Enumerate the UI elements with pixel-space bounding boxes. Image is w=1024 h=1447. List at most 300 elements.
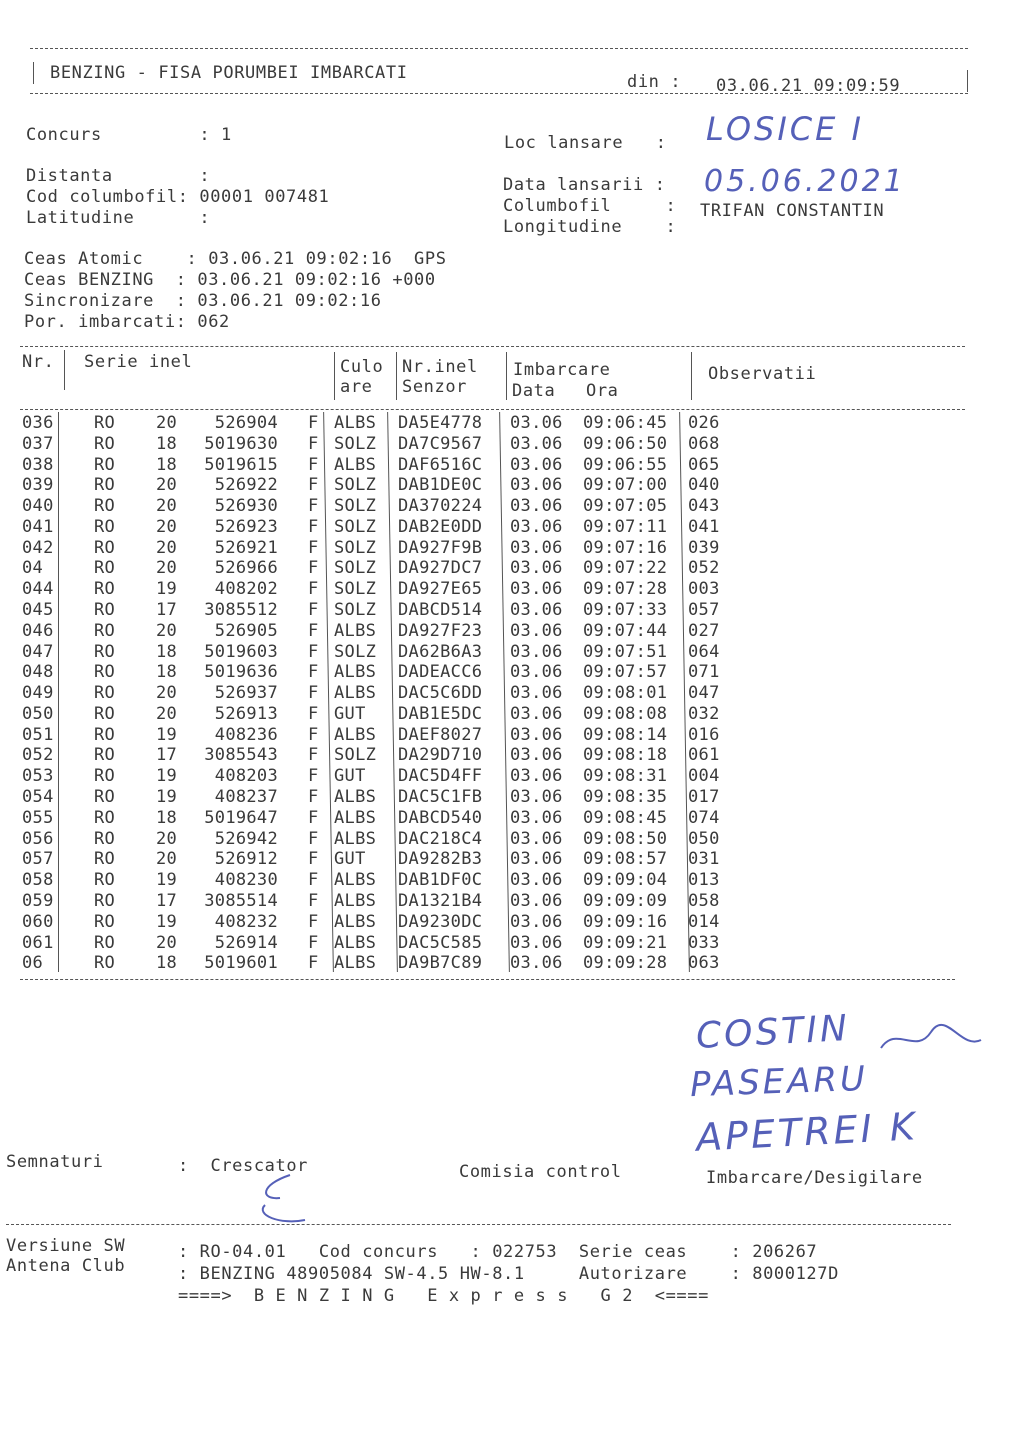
observation: 032 (688, 703, 720, 724)
table-row (20, 745, 740, 766)
footer-line-2: : BENZING 48905084 SW-4.5 HW-8.1 Autorizare : 8000127D (178, 1264, 839, 1284)
observation: 047 (688, 683, 720, 704)
row-number: 059 (22, 890, 54, 911)
boarding-date: 03.06 (510, 724, 563, 745)
ring-year: 18 (156, 433, 178, 454)
ceas-atomic-line: Ceas Atomic : 03.06.21 09:02:16 GPS (24, 249, 447, 269)
ring-number: 408202 (214, 579, 278, 600)
sex: F (308, 807, 319, 828)
header-separator-culoare (396, 352, 397, 400)
ring-number: 526914 (214, 932, 278, 953)
sensor-ring: DA927F9B (398, 537, 483, 558)
color-code: SOLZ (334, 600, 377, 621)
table-row (20, 766, 740, 787)
concurs-field: Concurs : 1 (26, 125, 232, 145)
country-code: RO (94, 641, 116, 662)
observation: 050 (688, 828, 720, 849)
row-number: 048 (22, 662, 54, 683)
boarding-time: 09:06:50 (583, 433, 668, 454)
ring-number: 5019615 (204, 454, 278, 475)
ring-number: 526921 (214, 537, 278, 558)
sensor-ring: DAB1DF0C (398, 870, 483, 891)
ring-number: 526923 (214, 516, 278, 537)
color-code: SOLZ (334, 475, 377, 496)
table-row (20, 704, 740, 725)
sincronizare-line: Sincronizare : 03.06.21 09:02:16 (24, 291, 382, 311)
sensor-ring: DAC5C1FB (398, 787, 483, 808)
longitudine-label: Longitudine : (503, 217, 677, 237)
boarding-time: 09:08:01 (583, 683, 668, 704)
country-code: RO (94, 454, 116, 475)
boarding-date: 03.06 (510, 433, 563, 454)
boarding-time: 09:08:18 (583, 745, 668, 766)
sensor-ring: DAC5C6DD (398, 683, 483, 704)
boarding-time: 09:07:22 (583, 558, 668, 579)
row-number: 042 (22, 537, 54, 558)
table-row (20, 787, 740, 808)
ring-number: 526942 (214, 828, 278, 849)
table-row (20, 413, 740, 434)
semnaturi-label: Semnaturi (6, 1152, 104, 1172)
country-code: RO (94, 724, 116, 745)
sensor-ring: DA62B6A3 (398, 641, 483, 662)
sex: F (308, 558, 319, 579)
row-number: 06 (22, 953, 44, 974)
color-code: ALBS (334, 683, 377, 704)
row-number: 038 (22, 454, 54, 475)
ring-number: 408230 (214, 870, 278, 891)
country-code: RO (94, 766, 116, 787)
country-code: RO (94, 662, 116, 683)
comisia-control-label: Comisia control (459, 1162, 622, 1182)
boarding-date: 03.06 (510, 475, 563, 496)
boarding-time: 09:07:28 (583, 579, 668, 600)
sex: F (308, 745, 319, 766)
boarding-time: 09:08:08 (583, 703, 668, 724)
observation: 031 (688, 849, 720, 870)
observation: 043 (688, 496, 720, 517)
observation: 016 (688, 724, 720, 745)
sensor-ring: DA9230DC (398, 911, 483, 932)
col-header-data: Data (512, 381, 556, 401)
boarding-time: 09:07:00 (583, 475, 668, 496)
country-code: RO (94, 620, 116, 641)
row-number: 061 (22, 932, 54, 953)
row-number: 045 (22, 600, 54, 621)
boarding-time: 09:07:44 (583, 620, 668, 641)
boarding-time: 09:09:28 (583, 953, 668, 974)
table-row (20, 891, 740, 912)
ring-year: 20 (156, 558, 178, 579)
ring-number: 526912 (214, 849, 278, 870)
color-code: ALBS (334, 953, 377, 974)
header-separator-nr (64, 350, 65, 390)
sex: F (308, 766, 319, 787)
col-header-culoare-1: Culo (340, 357, 384, 377)
boarding-time: 09:06:45 (583, 413, 668, 433)
observation: 041 (688, 516, 720, 537)
color-code: ALBS (334, 911, 377, 932)
header-separator-serie (334, 352, 335, 400)
country-code: RO (94, 413, 116, 433)
footer-border-top (6, 1224, 951, 1225)
observation: 013 (688, 870, 720, 891)
observation: 003 (688, 579, 720, 600)
sensor-ring: DAB1DE0C (398, 475, 483, 496)
ring-number: 526966 (214, 558, 278, 579)
row-number: 060 (22, 911, 54, 932)
footer-line-3: ====> B E N Z I N G E x p r e s s G 2 <==== (178, 1286, 709, 1306)
color-code: SOLZ (334, 537, 377, 558)
sensor-ring: DAEF8027 (398, 724, 483, 745)
sex: F (308, 932, 319, 953)
ring-year: 20 (156, 475, 178, 496)
ring-year: 19 (156, 766, 178, 787)
boarding-date: 03.06 (510, 516, 563, 537)
row-number: 056 (22, 828, 54, 849)
ring-year: 20 (156, 496, 178, 517)
sensor-ring: DAC218C4 (398, 828, 483, 849)
sensor-ring: DAB2E0DD (398, 516, 483, 537)
ring-number: 408236 (214, 724, 278, 745)
observation: 039 (688, 537, 720, 558)
handwritten-signature-2: PASEARU (689, 1058, 869, 1106)
latitudine-field: Latitudine : (26, 208, 211, 228)
table-row (20, 621, 740, 642)
ring-number: 3085512 (204, 600, 278, 621)
boarding-time: 09:09:09 (583, 890, 668, 911)
observation: 064 (688, 641, 720, 662)
sex: F (308, 433, 319, 454)
sensor-ring: DA370224 (398, 496, 483, 517)
col-header-serie: Serie inel (84, 352, 193, 372)
row-number: 044 (22, 579, 54, 600)
row-number: 037 (22, 433, 54, 454)
sex: F (308, 620, 319, 641)
color-code: SOLZ (334, 641, 377, 662)
boarding-time: 09:07:57 (583, 662, 668, 683)
observation: 061 (688, 745, 720, 766)
sex: F (308, 911, 319, 932)
boarding-date: 03.06 (510, 911, 563, 932)
boarding-date: 03.06 (510, 787, 563, 808)
boarding-time: 09:07:11 (583, 516, 668, 537)
handwritten-signature-3: APETREI K (695, 1104, 919, 1160)
ring-year: 20 (156, 828, 178, 849)
sex: F (308, 662, 319, 683)
ring-year: 18 (156, 953, 178, 974)
porumbei-imbarcati-line: Por. imbarcati: 062 (24, 312, 230, 332)
header-border-left (33, 62, 34, 84)
handwritten-signature-1: COSTIN (695, 1008, 851, 1057)
boarding-date: 03.06 (510, 807, 563, 828)
ceas-benzing-line: Ceas BENZING : 03.06.21 09:02:16 +000 (24, 270, 436, 290)
color-code: SOLZ (334, 558, 377, 579)
row-number: 047 (22, 641, 54, 662)
ring-year: 20 (156, 537, 178, 558)
color-code: GUT (334, 849, 366, 870)
sensor-ring: DA927F23 (398, 620, 483, 641)
sensor-ring: DAF6516C (398, 454, 483, 475)
ring-number: 5019630 (204, 433, 278, 454)
sex: F (308, 496, 319, 517)
ring-year: 18 (156, 454, 178, 475)
sex: F (308, 890, 319, 911)
col-header-culoare-2: are (340, 377, 373, 397)
country-code: RO (94, 745, 116, 766)
table-row (20, 870, 740, 891)
crescator-label: : Crescator (178, 1156, 309, 1176)
color-code: ALBS (334, 454, 377, 475)
sex: F (308, 454, 319, 475)
table-row (20, 953, 740, 974)
boarding-date: 03.06 (510, 537, 563, 558)
ring-number: 3085543 (204, 745, 278, 766)
boarding-date: 03.06 (510, 870, 563, 891)
row-number: 040 (22, 496, 54, 517)
observation: 057 (688, 600, 720, 621)
observation: 033 (688, 932, 720, 953)
sex: F (308, 516, 319, 537)
table-header-border-top (20, 346, 965, 347)
sensor-ring: DA927E65 (398, 579, 483, 600)
ring-number: 5019647 (204, 807, 278, 828)
country-code: RO (94, 496, 116, 517)
row-number: 036 (22, 413, 54, 433)
boarding-date: 03.06 (510, 745, 563, 766)
boarding-time: 09:09:16 (583, 911, 668, 932)
footer-line-1: : RO-04.01 Cod concurs : 022753 Serie ceas : 206267 (178, 1242, 818, 1262)
ring-year: 20 (156, 849, 178, 870)
boarding-date: 03.06 (510, 413, 563, 433)
boarding-time: 09:06:55 (583, 454, 668, 475)
sex: F (308, 953, 319, 974)
boarding-time: 09:08:14 (583, 724, 668, 745)
boarding-date: 03.06 (510, 454, 563, 475)
ring-year: 20 (156, 703, 178, 724)
boarding-date: 03.06 (510, 932, 563, 953)
observation: 071 (688, 662, 720, 683)
col-header-observatii: Observatii (708, 364, 817, 384)
boarding-date: 03.06 (510, 662, 563, 683)
ring-year: 18 (156, 641, 178, 662)
row-number: 039 (22, 475, 54, 496)
observation: 068 (688, 433, 720, 454)
sex: F (308, 724, 319, 745)
country-code: RO (94, 870, 116, 891)
boarding-date: 03.06 (510, 890, 563, 911)
sensor-ring: DA5E4778 (398, 413, 483, 433)
data-lansarii-handwritten: 05.06.2021 (704, 164, 906, 199)
ring-number: 526913 (214, 703, 278, 724)
data-lansarii-label: Data lansarii : (503, 175, 666, 195)
ring-year: 19 (156, 870, 178, 891)
sex: F (308, 849, 319, 870)
table-row (20, 475, 740, 496)
sensor-ring: DA29D710 (398, 745, 483, 766)
color-code: ALBS (334, 662, 377, 683)
ring-number: 526930 (214, 496, 278, 517)
columbofil-label: Columbofil : (503, 196, 677, 216)
boarding-date: 03.06 (510, 558, 563, 579)
color-code: ALBS (334, 870, 377, 891)
sex: F (308, 787, 319, 808)
sex: F (308, 413, 319, 433)
col-header-ora: Ora (586, 381, 619, 401)
table-row (20, 725, 740, 746)
observation: 058 (688, 890, 720, 911)
sensor-ring: DA927DC7 (398, 558, 483, 579)
columbofil-value: TRIFAN CONSTANTIN (700, 201, 885, 221)
row-number: 049 (22, 683, 54, 704)
country-code: RO (94, 537, 116, 558)
ring-year: 19 (156, 787, 178, 808)
distanta-field: Distanta : (26, 166, 211, 186)
sensor-ring: DAB1E5DC (398, 703, 483, 724)
boarding-date: 03.06 (510, 579, 563, 600)
boarding-time: 09:08:31 (583, 766, 668, 787)
ring-number: 5019603 (204, 641, 278, 662)
country-code: RO (94, 890, 116, 911)
color-code: GUT (334, 703, 366, 724)
boarding-time: 09:08:45 (583, 807, 668, 828)
observation: 027 (688, 620, 720, 641)
sensor-ring: DABCD540 (398, 807, 483, 828)
table-row (20, 642, 740, 663)
ring-year: 20 (156, 413, 178, 433)
sensor-ring: DA1321B4 (398, 890, 483, 911)
table-row (20, 933, 740, 954)
table-row (20, 517, 740, 538)
boarding-time: 09:08:57 (583, 849, 668, 870)
cod-columbofil-field: Cod columbofil: 00001 007481 (26, 187, 330, 207)
color-code: SOLZ (334, 433, 377, 454)
ring-number: 408237 (214, 787, 278, 808)
country-code: RO (94, 558, 116, 579)
country-code: RO (94, 703, 116, 724)
color-code: SOLZ (334, 496, 377, 517)
header-border-right (967, 70, 968, 92)
col-header-nr: Nr. (22, 352, 55, 372)
sensor-ring: DADEACC6 (398, 662, 483, 683)
color-code: ALBS (334, 828, 377, 849)
sensor-ring: DAC5C585 (398, 932, 483, 953)
observation: 040 (688, 475, 720, 496)
color-code: ALBS (334, 932, 377, 953)
table-row (20, 808, 740, 829)
table-row (20, 683, 740, 704)
table-border-bottom (20, 979, 955, 980)
table-row (20, 455, 740, 476)
ring-year: 20 (156, 932, 178, 953)
sensor-ring: DABCD514 (398, 600, 483, 621)
versiune-sw-label: Versiune SW (6, 1236, 126, 1256)
color-code: ALBS (334, 787, 377, 808)
ring-year: 18 (156, 662, 178, 683)
boarding-time: 09:07:16 (583, 537, 668, 558)
boarding-date: 03.06 (510, 828, 563, 849)
country-code: RO (94, 516, 116, 537)
sex: F (308, 828, 319, 849)
country-code: RO (94, 828, 116, 849)
country-code: RO (94, 600, 116, 621)
row-number: 058 (22, 870, 54, 891)
din-label: din : (627, 72, 682, 92)
country-code: RO (94, 932, 116, 953)
sensor-ring: DA7C9567 (398, 433, 483, 454)
boarding-time: 09:07:05 (583, 496, 668, 517)
row-number: 04 (22, 558, 44, 579)
ring-year: 17 (156, 890, 178, 911)
country-code: RO (94, 433, 116, 454)
sensor-ring: DAC5D4FF (398, 766, 483, 787)
table-row (20, 434, 740, 455)
color-code: ALBS (334, 890, 377, 911)
color-code: GUT (334, 766, 366, 787)
country-code: RO (94, 683, 116, 704)
boarding-time: 09:08:35 (583, 787, 668, 808)
ring-year: 20 (156, 683, 178, 704)
sex: F (308, 537, 319, 558)
boarding-date: 03.06 (510, 641, 563, 662)
boarding-time: 09:09:21 (583, 932, 668, 953)
boarding-date: 03.06 (510, 600, 563, 621)
boarding-date: 03.06 (510, 496, 563, 517)
observation: 052 (688, 558, 720, 579)
boarding-time: 09:07:51 (583, 641, 668, 662)
row-number: 052 (22, 745, 54, 766)
observation: 065 (688, 454, 720, 475)
ring-year: 18 (156, 807, 178, 828)
table-row (20, 558, 740, 579)
crescator-signature-scribble-icon (250, 1170, 330, 1230)
table-row (20, 829, 740, 850)
sex: F (308, 641, 319, 662)
ring-year: 20 (156, 516, 178, 537)
row-number: 041 (22, 516, 54, 537)
table-header-border-bottom (20, 409, 965, 410)
col-header-imbarcare: Imbarcare (513, 360, 611, 380)
sex: F (308, 600, 319, 621)
col-header-nrinel-2: Senzor (402, 377, 468, 397)
ring-number: 3085514 (204, 890, 278, 911)
header-border-top (30, 48, 968, 49)
observation: 014 (688, 911, 720, 932)
loc-lansare-handwritten: LOSICE I (706, 110, 864, 148)
row-number: 051 (22, 724, 54, 745)
ring-year: 19 (156, 911, 178, 932)
table-row (20, 496, 740, 517)
color-code: SOLZ (334, 579, 377, 600)
color-code: ALBS (334, 807, 377, 828)
country-code: RO (94, 475, 116, 496)
country-code: RO (94, 807, 116, 828)
ring-number: 526905 (214, 620, 278, 641)
row-number: 046 (22, 620, 54, 641)
header-separator-imbarcare (691, 352, 692, 400)
ring-number: 526904 (214, 413, 278, 433)
document-title: BENZING - FISA PORUMBEI IMBARCATI (50, 63, 408, 83)
observation: 074 (688, 807, 720, 828)
antena-club-label: Antena Club (6, 1256, 126, 1276)
table-row (20, 600, 740, 621)
boarding-date: 03.06 (510, 849, 563, 870)
table-row (20, 579, 740, 600)
ring-number: 5019601 (204, 953, 278, 974)
row-number: 053 (22, 766, 54, 787)
table-row (20, 662, 740, 683)
sensor-ring: DA9282B3 (398, 849, 483, 870)
